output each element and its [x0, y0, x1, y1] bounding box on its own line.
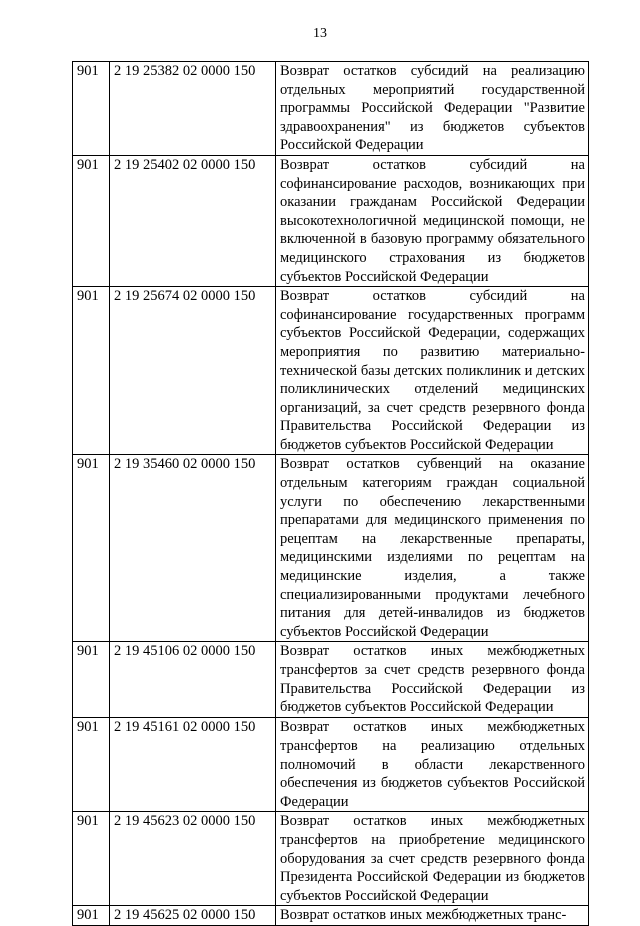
- description-cell: Возврат остатков иных межбюджетных трансфертов за счет средств резервного фонда Правительства Российской Федерации из бюджетов субъектов Российской Федерации: [276, 642, 589, 718]
- description-cell: Возврат остатков иных межбюджетных трансфертов на реализацию отдельных полномочий в области лекарственного обеспечения из бюджетов субъектов Российской Федерации: [276, 718, 589, 812]
- description-cell: Возврат остатков иных межбюджетных транс-: [276, 906, 589, 926]
- description-cell: Возврат остатков иных межбюджетных трансфертов на приобретение медицинского оборудования за счет средств резервного фонда Президента Российской Федерации из бюджетов субъектов Российской Федерации: [276, 812, 589, 906]
- description-cell: Возврат остатков субсидий на софинансирование государственных программ субъектов Российской Федерации, содержащих мероприятия по развитию материально-технической базы детских поликлиник и детских поликлинических отделений медицинских организаций, за счет средств резервного фонда Правительства Российской Федерации из бюджетов субъектов Российской Федерации: [276, 287, 589, 455]
- budget-code-cell: 2 19 45625 02 0000 150: [110, 906, 276, 926]
- budget-code-cell: 2 19 25402 02 0000 150: [110, 155, 276, 286]
- table-row: [73, 155, 589, 286]
- table-row: [73, 642, 589, 718]
- admin-code-cell: 901: [73, 62, 110, 156]
- description-cell: Возврат остатков субвенций на оказание отдельным категориям граждан социальной услуги по обеспечению лекарственными препаратами для медицинского применения по рецептам на лекарственные препараты, медицинскими изделиями по рецептам на медицинские изделия, а также специализированными продуктами лечебного питания для детей-инвалидов из бюджетов субъектов Российской Федерации: [276, 455, 589, 642]
- budget-code-cell: 2 19 25382 02 0000 150: [110, 62, 276, 156]
- admin-code-cell: 901: [73, 287, 110, 455]
- table-row: [73, 455, 589, 642]
- table-row: [73, 287, 589, 455]
- budget-code-cell: 2 19 25674 02 0000 150: [110, 287, 276, 455]
- description-cell: Возврат остатков субсидий на софинансирование расходов, возникающих при оказании гражданам Российской Федерации высокотехнологичной медицинской помощи, не включенной в базовую программу обязательного медицинского страхования из бюджетов субъектов Российской Федерации: [276, 155, 589, 286]
- admin-code-cell: 901: [73, 812, 110, 906]
- table-row: [73, 812, 589, 906]
- admin-code-cell: 901: [73, 642, 110, 718]
- admin-code-cell: 901: [73, 906, 110, 926]
- table-row: [73, 718, 589, 812]
- admin-code-cell: 901: [73, 155, 110, 286]
- budget-code-cell: 2 19 45623 02 0000 150: [110, 812, 276, 906]
- admin-code-cell: 901: [73, 455, 110, 642]
- description-cell: Возврат остатков субсидий на реализацию отдельных мероприятий государственной программы Российской Федерации "Развитие здравоохранения" из бюджетов субъектов Российской Федерации: [276, 62, 589, 156]
- table-row: [73, 62, 589, 156]
- budget-code-cell: 2 19 45106 02 0000 150: [110, 642, 276, 718]
- budget-codes-table: [72, 61, 589, 926]
- admin-code-cell: 901: [73, 718, 110, 812]
- budget-code-cell: 2 19 35460 02 0000 150: [110, 455, 276, 642]
- budget-code-cell: 2 19 45161 02 0000 150: [110, 718, 276, 812]
- page-number: 13: [313, 26, 327, 41]
- table-row: [73, 906, 589, 926]
